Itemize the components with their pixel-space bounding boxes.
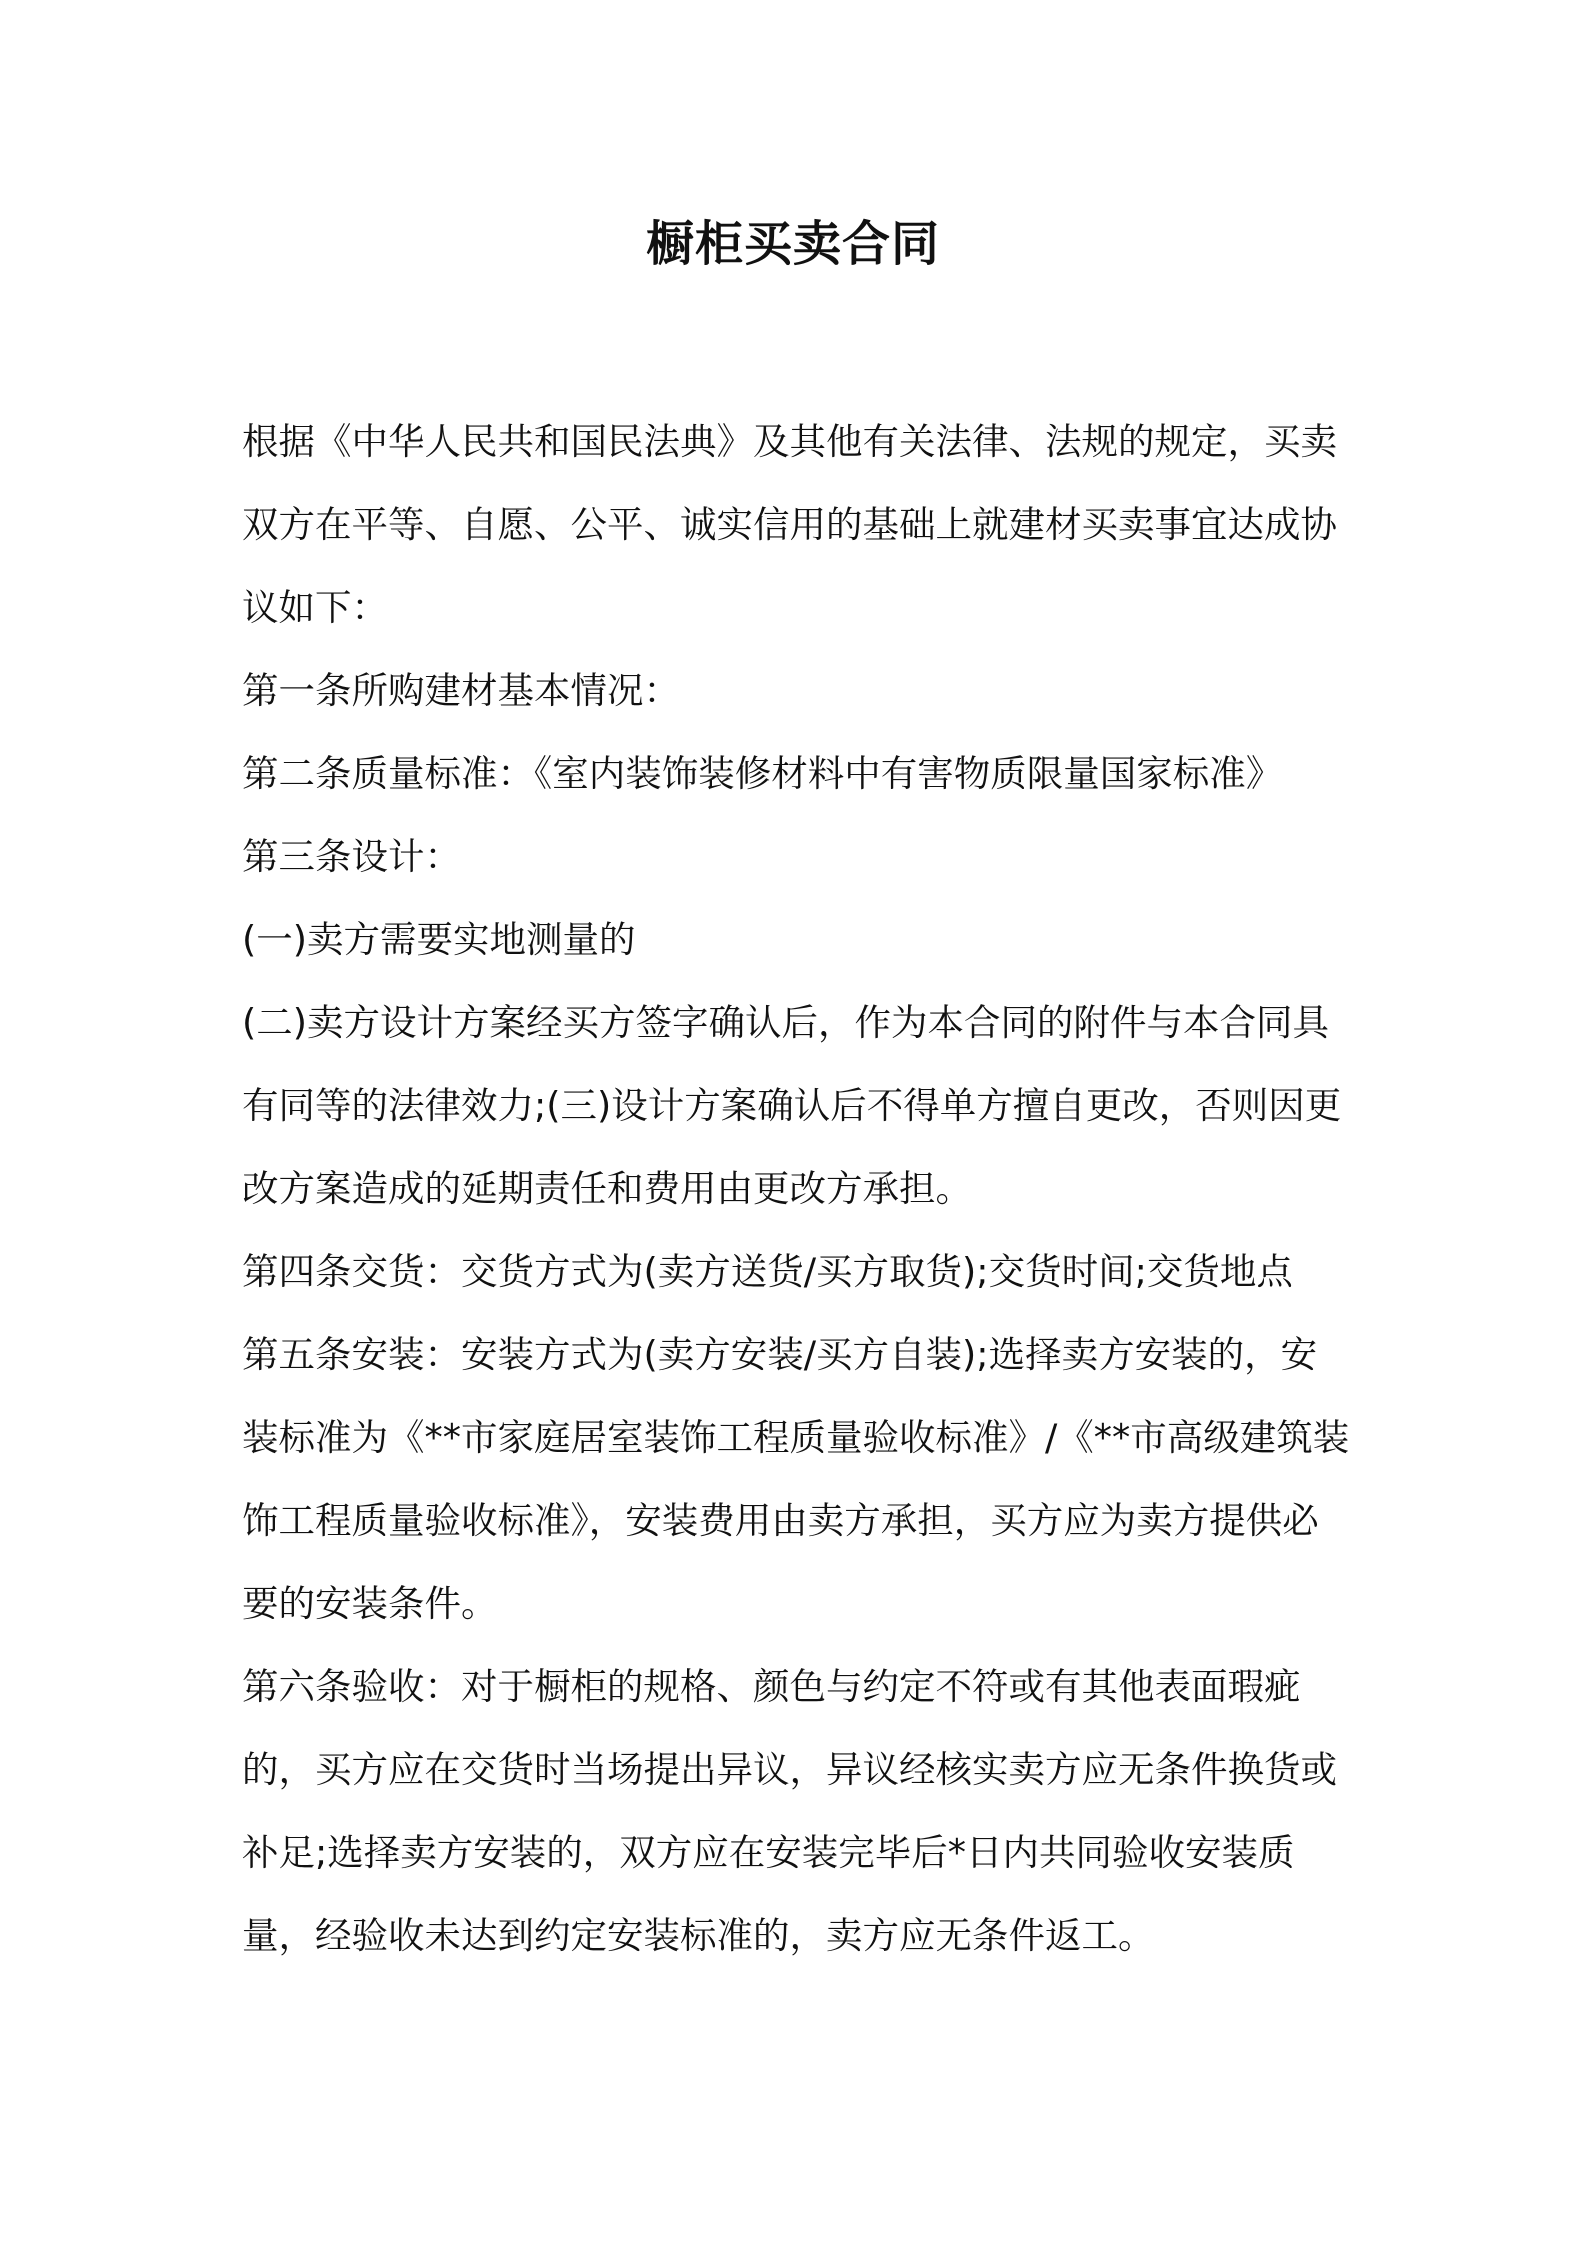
- article-3-item-2-3: (二)卖方设计方案经买方签字确认后，作为本合同的附件与本合同具有同等的法律效力;(三)设计方案确认后不得单方擅自更改，否则因更改方案造成的延期责任和费用由更改方承担。: [242, 1001, 1342, 1210]
- article-3-item-1: (一)卖方需要实地测量的: [242, 918, 636, 961]
- preamble-paragraph: 根据《中华人民共和国民法典》及其他有关法律、法规的规定，买卖双方在平等、自愿、公平、诚实信用的基础上就建材买卖事宜达成协议如下：: [242, 420, 1337, 629]
- article-4-paragraph: 第四条交货：交货方式为(卖方送货/买方取货);交货时间;交货地点: [242, 1250, 1293, 1293]
- document-body: [242, 400, 1352, 1977]
- document-title: 橱柜买卖合同: [645, 216, 940, 272]
- article-5-paragraph: 第五条安装：安装方式为(卖方安装/买方自装);选择卖方安装的，安装标准为《**市家庭居室装饰工程质量验收标准》/《**市高级建筑装饰工程质量验收标准》，安装费用由卖方承担，买方应为卖方提供必要的安装条件。: [242, 1333, 1350, 1625]
- article-3-heading: 第三条设计：: [242, 835, 461, 878]
- article-6-paragraph: 第六条验收：对于橱柜的规格、颜色与约定不符或有其他表面瑕疵的，买方应在交货时当场提出异议，异议经核实卖方应无条件换货或补足;选择卖方安装的，双方应在安装完毕后*日内共同验收安装质量，经验收未达到约定安装标准的，卖方应无条件返工。: [242, 1665, 1337, 1957]
- article-1-paragraph: 第一条所购建材基本情况：: [242, 669, 680, 712]
- article-2-paragraph: 第二条质量标准：《室内装饰装修材料中有害物质限量国家标准》: [242, 752, 1283, 795]
